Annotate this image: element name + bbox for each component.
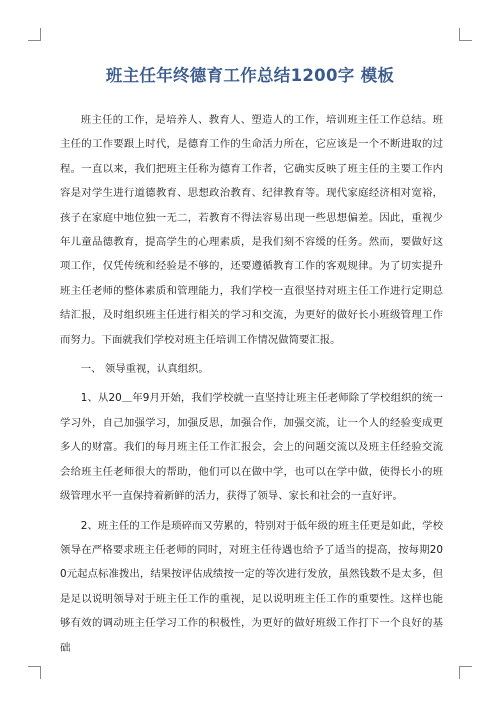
page-corner-mark-top-right	[459, 28, 472, 41]
paragraph-point-2: 2、班主任的工作是琐碎而又劳累的，特别对于低年级的班主任更是如此，学校领导在严格要求班主任老师的同时，对班主任待遇也给予了适当的提高，按每期200元起点标准拨出，结果按评估成绩按一定的等次进行发放，虽然钱数不是太多，但是足以说明领导对于班主任工作的重视，足以说明班主任工作的重要性。这样也能够有效的调动班主任学习工作的积极性，为更好的做好班级工作打下一个良好的基础	[60, 519, 443, 654]
document-body	[60, 108, 443, 665]
page-corner-mark-bottom-left	[28, 666, 41, 679]
section-heading: 一、 领导重视，认真组织。	[80, 363, 209, 376]
paragraph-point-1: 1、从20＿年9月开始，我们学校就一直坚持让班主任老师除了学校组织的统一学习外，自己加强学习，加强反思，加强合作，加强交流，让一个人的经验变成更多人的财富。我们的每月班主任工作汇报会，会上的问题交流以及班主任经验交流会给班主任老师很大的帮助，他们可以在做中学，也可以在学中做，使得长小的班级管理水平一直保持着新鲜的活力，获得了领导、家长和社会的一直好评。	[60, 392, 443, 503]
paragraph-intro: 班主任的工作，是培养人、教育人、塑造人的工作，培训班主任工作总结。班主任的工作要跟上时代，是德育工作的生命活力所在，它应该是一个不断进取的过程。一直以来，我们把班主任称为德育工作者，它确实反映了班主任的主要工作内容是对学生进行道德教育、思想政治教育、纪律教育等。现代家庭经济相对宽裕，孩子在家庭中地位独一无二，若教育不得法容易出现一些思想偏差。因此，重视少年儿童品德教育，提高学生的心理素质，是我们刻不容缓的任务。然而，要做好这项工作，仅凭传统和经验是不够的，还要遵循教育工作的客观规律。为了切实提升班主任老师的整体素质和管理能力，我们学校一直很坚持对班主任工作进行定期总结汇报，及时组织班主任进行相关的学习和交流，为更好的做好长小班级管理工作而努力。下面就我们学校对班主任培训工作情况做简要汇报。	[60, 114, 443, 346]
page-corner-mark-bottom-right	[459, 666, 472, 679]
document-title: 班主任年终德育工作总结1200字 模板	[105, 66, 395, 85]
page-corner-mark-top-left	[28, 28, 41, 41]
